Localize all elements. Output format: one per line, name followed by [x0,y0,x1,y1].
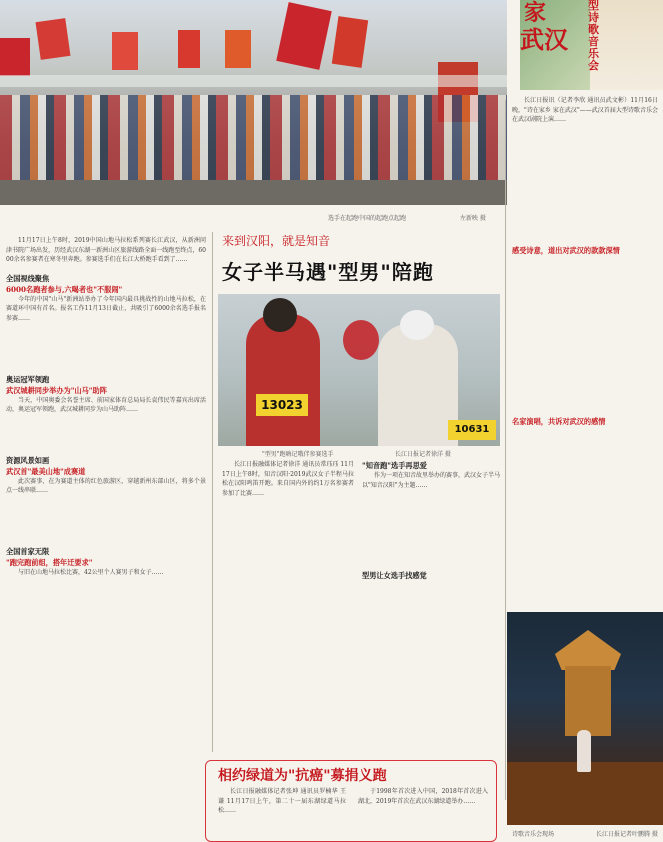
text-filler [512,125,658,245]
mid-article-left-text [222,460,354,750]
banner-arch [0,75,507,87]
charity-headline: 相约绿道为"抗癌"募捐义跑 [218,768,387,784]
road [0,180,507,205]
section-title: 奥运冠军领跑 [6,374,50,384]
performer-shape [577,730,591,772]
concert-stage-photo [507,612,663,825]
text-filler [512,256,658,416]
column-divider [212,232,213,752]
article-kicker: 来到汉阳，就是知音 [222,234,331,248]
flag-shape [276,2,332,70]
article-subhead: 型男让女选手找感觉 [362,571,427,581]
concert-subhead: 名家演唱，共诉对武汉的感情 [512,416,606,426]
article-body: 作为一项在知音故里举办的赛事，武汉女子半马以"知音汉阳"为主题…… [362,472,500,489]
charity-body-right [358,787,488,837]
mid-photo-credit: 长江日报记者徐洋 摄 [395,451,451,458]
charity-text: 长江日报融媒体记者张坤 通讯员罗楠华 王谦 11月17日上午，第二十一届东湖绿道马拉松…… [218,788,346,815]
marathon-start-photo [0,0,507,205]
section-title: 全国视线聚焦 [6,273,50,283]
charity-text: 于1998年首次进入中国，2018年首次进入湖北，2019年首次在武汉东湖绿道举办…… [358,788,488,805]
runner-cap [400,310,434,340]
section-body: 与旧在山地马拉松比赛，42公里个人赛男子和女子…… [18,568,164,576]
flag-shape [225,30,251,68]
balloon-shape [343,320,379,360]
top-photo-credit: 左新映 摄 [460,215,486,222]
bib-left: 13023 [256,394,308,416]
female-runner-shape [378,324,458,446]
concert-body: 长江日报讯（记者李欣 通讯员武文彬）11月16日晚，"诗在家乡 家在武汉"——武汉首届大型诗歌音乐会在武汉剧院上演…… [512,97,658,124]
text-filler [362,490,500,570]
concert-photo-caption: 诗歌音乐会现场 [512,831,555,838]
text-filler [6,324,206,374]
yellow-crane-tower-shape [555,630,621,670]
tower-body-shape [565,666,611,736]
section-subtitle: "跑完跑前组，搭年迁要求" [6,557,93,567]
article-body: 长江日报融媒体记者徐洋 通讯员常珏珏 11月17日上午8时，知音汉阳·2019武汉女子半程马拉松在汉阳鸣笛开跑。来自国内外的约1万名参赛者参加了比赛…… [222,461,354,497]
article-subhead: "知音跑"选手再思爱 [362,461,427,470]
article-headline: 女子半马遇"型男"陪跑 [222,260,434,284]
header-city: 武汉 [520,25,568,54]
top-photo-caption: 选手在起跑中国的起跑点起跑 [328,215,407,222]
concert-photo-credit: 长江日报记者叶鹏腾 摄 [596,831,658,838]
mid-article-right-text [362,460,500,750]
concert-header [520,0,663,90]
runner-head [263,298,297,332]
charity-run-box [205,760,497,842]
flag-shape [178,30,200,68]
intro-paragraph: 11月17日上午8时，2019中国山地马拉松系列赛长江武汉，从新洲问津书院广场出发，历经武汉东湖一新洲山区旅游线路全面一线跑至终点，6000余名参赛者在寒冬里奔跑。参赛选手们在长江大桥跑手看到了…… [6,237,206,264]
main-left-column [6,236,206,836]
flag-shape [0,38,30,76]
charity-body-left [218,787,346,837]
bib-right: 10631 [448,420,496,440]
concert-article-text [512,96,658,606]
text-filler [6,415,206,455]
section-title: 全国首家无限 [6,546,50,556]
header-char: 家 [524,0,547,26]
male-runner-shape [246,314,320,446]
flag-shape [112,32,138,70]
section-subtitle: 武汉首"最美山地"成赛道 [6,466,86,476]
mid-photo-caption: "型男"跑嗨记哦伴参赛选手 [262,451,334,458]
section-subtitle: 6000名跑者参与,六喝者也"不服闹" [6,284,123,294]
section-body: 此次赛事，在为赛道主体的红色旅游区，穿越新州东部山区，将多个景点一线串联…… [6,477,206,495]
half-marathon-photo [218,294,500,446]
section-body: 今年的中国"山马"新洲站举办了今年国内最具挑战性的山地马拉松，在赛道环中国有首名。报名工作11月13日截止，共吸引了6000余名选手报名参赛…… [6,295,206,322]
section-title: 资源风景如画 [6,455,50,465]
flag-shape [332,16,368,68]
flag-shape [36,18,71,60]
column-divider [505,100,506,800]
text-filler [6,496,206,546]
section-subtitle: 武汉城耕同步举办为"山马"助阵 [6,385,107,395]
section-body: 当天，中国奥委会名誉主席、前国家体育总局局长袁伟民等嘉宾出席活动，奥运冠军领跑，武汉城耕同步为山马助阵…… [6,396,206,414]
header-title-vertical: 型诗歌音乐会 [588,0,599,72]
concert-subhead: 感受诗意，道出对武汉的款款深情 [512,245,620,255]
